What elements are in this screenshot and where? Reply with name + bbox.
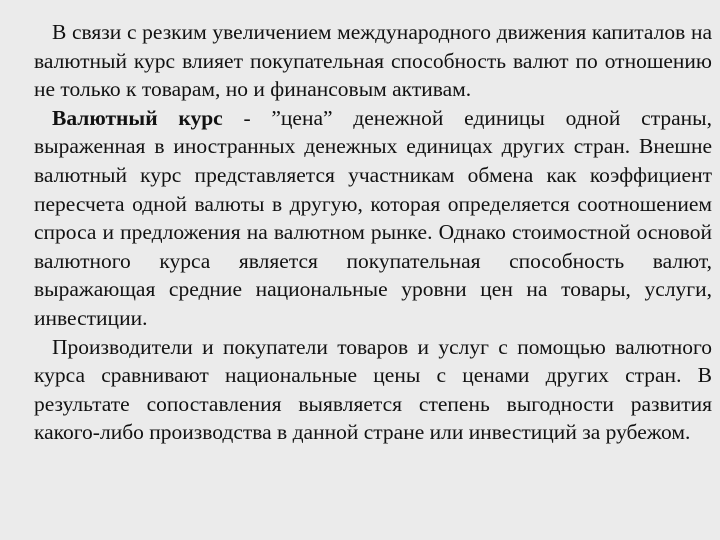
- paragraph-text: В связи с резким увеличением международного движения капиталов на валютный курс влияет покупательная способность валют по отношению не только к товарам, но и финансовым активам.: [34, 20, 712, 102]
- paragraph-exchange-rate-definition: [34, 104, 712, 333]
- body-text: [34, 18, 712, 447]
- paragraph-capital-movement: [34, 18, 712, 104]
- term-exchange-rate: Валютный курс: [52, 105, 223, 130]
- paragraph-price-comparison: [34, 333, 712, 447]
- paragraph-text: - ”цена” денежной единицы одной страны, выраженная в иностранных денежных единицах других стран. Внешне валютный курс представляется участникам обмена как коэффициент пересчета одной валюты в другую, которая определяется соотношением спроса и предложения на валютном рынке. Однако стоимостной основой валютного курса является покупательная способность валют, выражающая средние национальные уровни цен на товары, услуги, инвестиции.: [34, 105, 712, 330]
- paragraph-text: Производители и покупатели товаров и услуг с помощью валютного курса сравнивают национальные цены с ценами других стран. В результате сопоставления выявляется степень выгодности развития какого-либо производства в данной стране или инвестиций за рубежом.: [34, 334, 712, 445]
